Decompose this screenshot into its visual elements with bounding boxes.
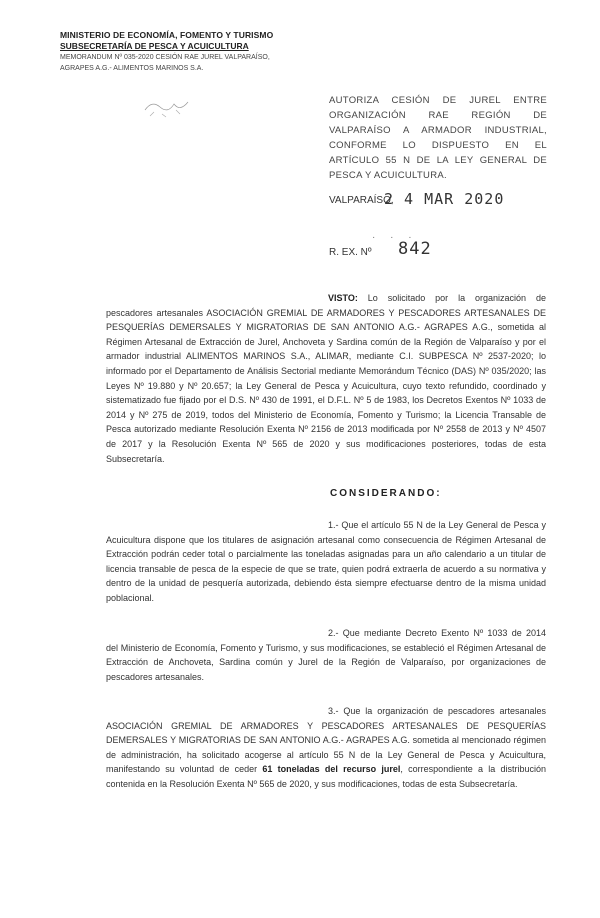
considerando-1-text: 1.- Que el artículo 55 N de la Ley General de Pesca y Acuicultura dispone que los titulares de asignación artesanal como consecuencia de Régimen Artesanal de Extracción podrán ceder total o parcialmente las toneladas asignadas para un año calendario a un titular de licencia transable de pesca de la especie de que se trate, quien podrá extraerla de acuerdo a su normativa y dentro de la unidad de pesquería autorizada, debiendo ésta siempre efectuarse dentro de la misma unidad poblacional. (106, 520, 546, 603)
visto-label: VISTO: (328, 293, 358, 303)
ministry-name: MINISTERIO DE ECONOMÍA, FOMENTO Y TURISMO (60, 30, 274, 40)
considerando-heading: CONSIDERANDO: (330, 488, 442, 499)
considerando-1 (106, 518, 546, 606)
considerando-2 (106, 626, 546, 684)
signature-mark (140, 92, 200, 122)
memo-reference: MEMORANDUM Nº 035-2020 CESIÓN RAE JUREL VALPARAÍSO, (60, 54, 270, 61)
subsecretaria-name: SUBSECRETARÍA DE PESCA Y ACUICULTURA (60, 41, 249, 51)
resolution-subject: AUTORIZA CESIÓN DE JUREL ENTRE ORGANIZACIÓN RAE REGIÓN DE VALPARAÍSO A ARMADOR INDUSTRIAL, CONFORME LO DISPUESTO EN EL ARTÍCULO 55 N DE LA LEY GENERAL DE PESCA Y ACUICULTURA. (329, 95, 547, 181)
considerando-3-text-end: , correspondiente a la distribución contenida en la Resolución Exenta Nº 565 de 2020, y sus modificaciones, todas de esta Subsecretaría. (106, 764, 546, 789)
letterhead (60, 30, 273, 74)
considerando-2-text: 2.- Que mediante Decreto Exento Nº 1033 de 2014 del Ministerio de Economía, Fomento y Turismo, y sus modificaciones, se estableció el Régimen Artesanal de Extracción de Anchoveta, Sardina común y Jurel de la Región de Valparaíso, por organizaciones de pescadores artesanales. (106, 628, 546, 682)
place-label: VALPARAÍSO, (329, 195, 394, 206)
rex-label: R. EX. Nº (329, 247, 372, 258)
memo-reference-2: AGRAPES A.G.- ALIMENTOS MARINOS S.A. (60, 65, 204, 72)
decorative-ticks: · · · (372, 232, 418, 243)
visto-text: Lo solicitado por la organización de pescadores artesanales ASOCIACIÓN GREMIAL DE ARMADORES Y PESCADORES ARTESANALES DE PESQUERÍAS DEMERSALES Y MIGRATORIAS DE SAN ANTONIO A.G.- AGRAPES A.G., sometida al Régimen Artesanal de Extracción de Jurel, Anchoveta y Sardina común de la Región de Valparaíso y por el armador industrial ALIMENTOS MARINOS S.A., ALIMAR, mediante C.I. SUBPESCA Nº 2537-2020; lo informado por el Departamento de Análisis Sectorial mediante Memorándum Técnico (DAS) Nº 035/2020; las Leyes Nº 19.880 y Nº 20.657; la Ley General de Pesca y Acuicultura, cuyo texto refundido, coordinado y sistematizado fue fijado por el D.S. Nº 430 de 1991, el D.F.L. Nº 5 de 1983, los Decretos Exentos Nº 1033 de 2014 y Nº 275 de 2019, todos del Ministerio de Economía, Fomento y Turismo; la Licencia Transable de Pesca autorizado mediante Resolución Exenta Nº 2156 de 2013 modificada por Nº 2558 de 2013 y Nº 4507 de 2017 y la Resolución Exenta Nº 565 de 2020 y sus modificaciones posteriores, todas de esta Subsecretaría. (106, 293, 546, 464)
rex-number: 842 (398, 239, 432, 259)
visto-paragraph (106, 291, 546, 466)
date-stamp: 2 4 MAR 2020 (384, 190, 505, 208)
considerando-3-bold: 61 toneladas del recurso jurel (262, 764, 401, 775)
considerando-3-text: 3.- Que la organización de pescadores artesanales ASOCIACIÓN GREMIAL DE ARMADORES Y PESCADORES ARTESANALES DE PESQUERÍAS DEMERSALES Y MIGRATORIAS DE SAN ANTONIO A.G.- AGRAPES A.G. sometida al mencionado régimen de administración, ha solicitado acogerse al artículo 55 N de la Ley General de Pesca y Acuicultura, manifestando su voluntad de ceder (106, 706, 546, 775)
considerando-3 (106, 704, 546, 792)
